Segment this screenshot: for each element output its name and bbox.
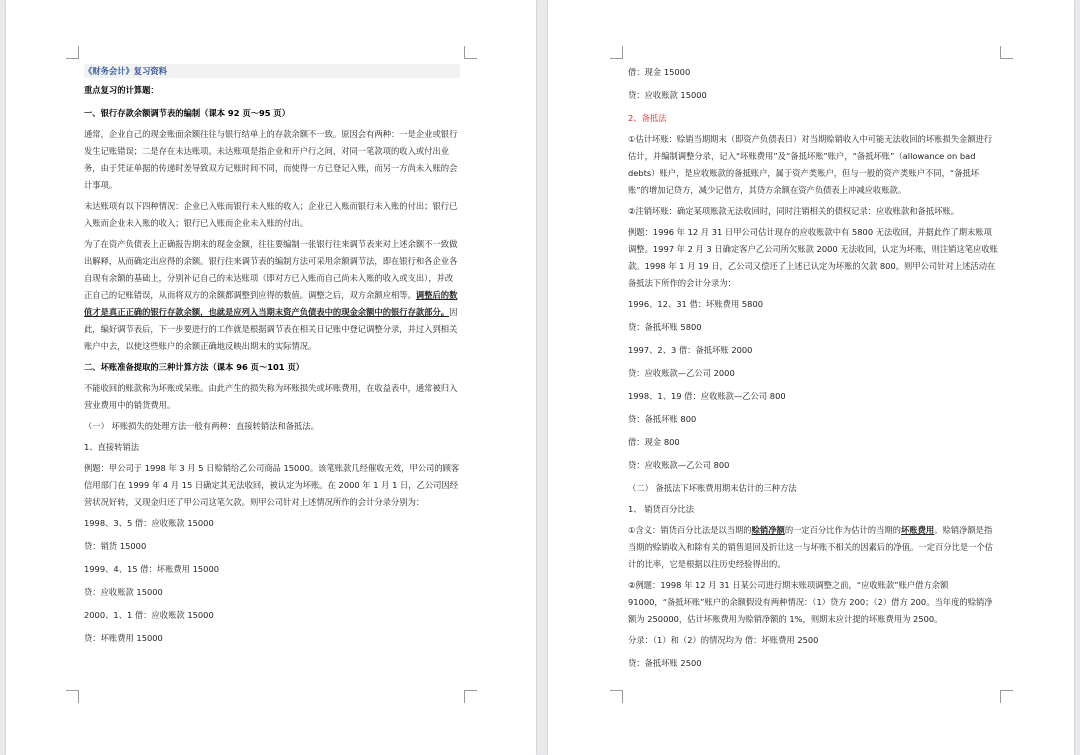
emphasis-text: 调整后的数值才是真正正确的银行存款余额，也就是应列入当期末资产负债表中的现金余额中的银行存款部分。	[84, 290, 458, 317]
paragraph: 不能收回的账款称为坏账或呆账。由此产生的损失称为坏账损失或坏账费用，在收益表中，通常被归入营业费用中的销货费用。	[84, 383, 458, 410]
journal-entry: 贷：应收账款 15000	[628, 90, 707, 100]
subheading: （二） 备抵法下坏账费用期末估计的三种方法	[628, 483, 797, 493]
journal-entry: 贷：应收账款 15000	[84, 587, 163, 597]
section-heading: 2、备抵法	[628, 113, 667, 123]
page-corner-mark	[610, 690, 623, 703]
journal-entry: 贷：备抵坏账 800	[628, 414, 697, 424]
emphasis-text: 坏账费用	[900, 525, 935, 535]
review-subtitle: 重点复习的计算题：	[84, 85, 159, 95]
paragraph-text: 为了在资产负债表上正确报告期末的现金金额，往往要编制一张银行往来调节表来对上述余额不一致做出解释，从而确定出应得的余额。银行往来调节表的编制方法可采用余额调节法，即在银行和各企业各自现有余额的基础上，分别补记自己的未达账项（即对方已入账而自己尚未入账的收入或支出），并改正自己的记账错误，从而将双方的余额都调整到应得的数值。调整之后，双方余额应相等。	[84, 239, 458, 300]
paragraph-text: ①含义：销货百分比法是以当期的	[628, 525, 752, 535]
page-corner-mark	[66, 690, 79, 703]
journal-entry: 1996、12、31 借：坏账费用 5800	[628, 299, 763, 309]
subheading: 1、 销货百分比法	[628, 504, 694, 514]
journal-entry: 1998、3、5 借：应收账款 15000	[84, 518, 214, 528]
journal-entry: 贷：坏账费用 15000	[84, 633, 163, 643]
page-corner-mark	[464, 690, 477, 703]
subheading: 1、直接转销法	[84, 442, 140, 452]
journal-entry: 贷：备抵坏账 2500	[628, 658, 702, 668]
journal-entry: 贷：应收账款—乙公司 2000	[628, 368, 735, 378]
journal-entry: 分录：（1）和（2）的情况均为 借：坏账费用 2500	[628, 635, 819, 645]
document-page-left	[6, 0, 536, 755]
paragraph: 通常，企业自己的现金账面余额往往与银行结单上的存款余额不一致。原因会有两种：一是企业或银行发生记账错误；二是存在未达账项。未达账项是指企业和开户行之间，对同一笔款项的收入或付出业务，由于凭证单据的传递时差导致双方记账时间不同，而使得一方已登记入账，而另一方尚未入账的会计事项。	[84, 129, 458, 190]
journal-entry: 1998、1、19 借：应收账款—乙公司 800	[628, 391, 786, 401]
journal-entry: 贷：应收账款—乙公司 800	[628, 460, 730, 470]
page-left-content[interactable]	[84, 64, 460, 653]
page-corner-mark	[66, 46, 79, 59]
page-corner-mark	[610, 46, 623, 59]
page-corner-mark	[1000, 46, 1013, 59]
journal-entry: 贷：备抵坏账 5800	[628, 322, 702, 332]
page-corner-mark	[1000, 690, 1013, 703]
document-page-right	[548, 0, 1074, 755]
journal-entry: 贷：销货 15000	[84, 541, 147, 551]
paragraph: ②例题：1998 年 12 月 31 日某公司进行期末账项调整之前，“应收账款”账户借方余额 91000，“备抵坏账”账户的余额假设有两种情况：（1）贷方 200；（2）借方 200。当年度的赊销净额为 250000，估计坏账费用为赊销净额的 1%，则期末应计提的坏账费用为 2500。	[628, 580, 993, 624]
journal-entry: 1997、2、3 借：备抵坏账 2000	[628, 345, 753, 355]
journal-entry: 借：现金 15000	[628, 67, 691, 77]
paragraph: ②注销坏账：确定某项账款无法收回时，同时注销相关的债权记录：应收账款和备抵坏账。	[628, 206, 960, 216]
paragraph: （一） 坏账损失的处理方法一般有两种：直接转销法和备抵法。	[84, 421, 319, 431]
paragraph	[84, 236, 460, 355]
journal-entry: 1999、4、15 借：坏账费用 15000	[84, 564, 219, 574]
section-heading: 二、坏账准备提取的三种计算方法（课本 96 页～101 页）	[84, 362, 305, 372]
paragraph: ①估计坏账：赊销当期期末（即资产负债表日）对当期赊销收入中可能无法收回的坏账损失金额进行估计，并编制调整分录，记入“坏账费用”及“备抵坏账”账户，“备抵坏账”（allowance on bad debts）账户，是应收账款的备抵账户，属于资产类账户，但与一般的资产类账户不同，“备抵坏账”的增加记贷方，减少记借方，其贷方余额在资产负债表上冲减应收账款。	[628, 134, 993, 195]
emphasis-text: 赊销净额	[751, 525, 785, 535]
paragraph	[628, 522, 998, 573]
page-right-content[interactable]	[628, 64, 998, 678]
section-heading: 一、银行存款余额调节表的编制（课本 92 页～95 页）	[84, 108, 290, 118]
paragraph-text: 的一定百分比作为估计的当期的	[784, 525, 901, 535]
journal-entry: 2000、1、1 借：应收账款 15000	[84, 610, 214, 620]
page-corner-mark	[464, 46, 477, 59]
paragraph-text: 因此，编好调节表后，下一步要进行的工作就是根据调节表在相关日记账中登记调整分录，并过入到相关账户中去，以使这些账户的余额正确地反映出期末的实际情况。	[84, 307, 458, 351]
paragraph: 未达账项有以下四种情况：企业已入账而银行未入账的收入；企业已入账而银行未入账的付出；银行已入账而企业未入账的收入；银行已入账而企业未入账的付出。	[84, 201, 458, 228]
journal-entry: 借：现金 800	[628, 437, 680, 447]
paragraph-text: 。赊销净额是指当期的赊销收入和除有关的销售退回及折让这一与坏账不相关的因素后的净值。一定百分比是一个估计的比率，它是根据以往历史经验得出的。	[628, 525, 994, 569]
document-title: 《财务会计》复习资料	[84, 64, 460, 78]
paragraph: 例题：1996 年 12 月 31 日甲公司估计现存的应收账款中有 5800 无法收回，并据此作了期末账项调整。1997 年 2 月 3 日确定客户乙公司所欠账款 2000 无法收回，认定为坏账，则注销这笔应收账款。1998 年 1 月 19 日，乙公司又偿还了上述已认定为坏账的欠款 800。则甲公司针对上述活动在备抵法下所作的会计分录为：	[628, 227, 998, 288]
paragraph: 例题：甲公司于 1998 年 3 月 5 日赊销给乙公司商品 15000。该笔账款几经催收无效，甲公司的顾客信用部门在 1999 年 4 月 15 日确定其无法收回，被认定为坏账。在 2000 年 1 月 1 日，乙公司因经营状况好转，又现金归还了甲公司这笔欠款。则甲公司针对上述情况所作的会计分录分别为：	[84, 463, 460, 507]
